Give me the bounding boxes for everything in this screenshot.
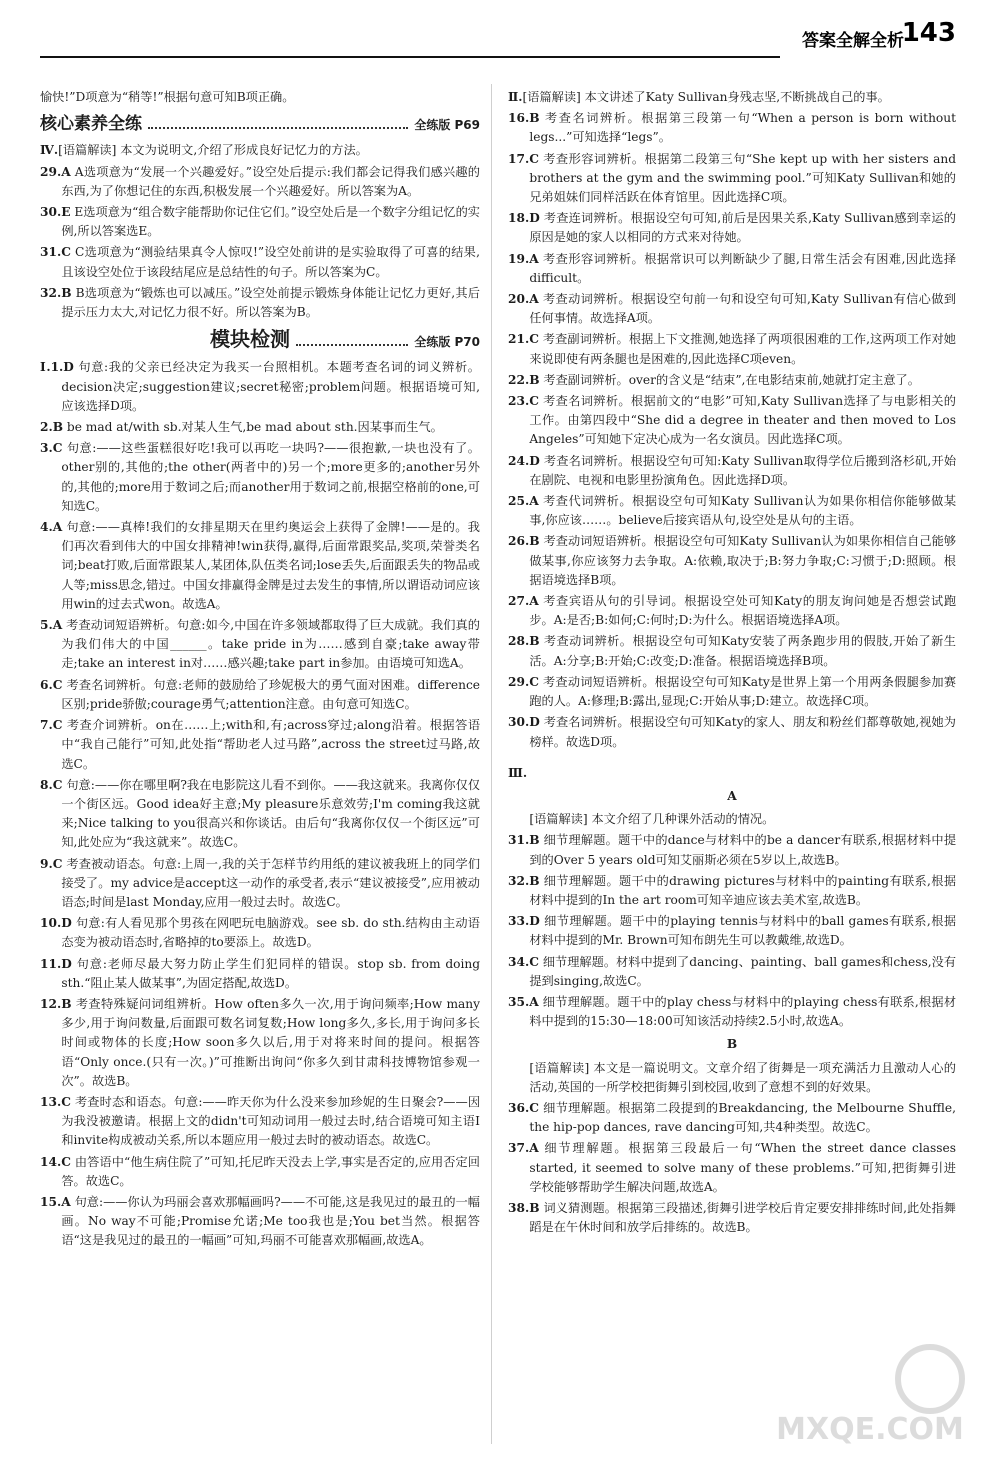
answer-text: [语篇解读] 本文介绍了几种课外活动的情况。 — [529, 812, 775, 827]
answer-number: 9.C — [40, 856, 63, 871]
answer-number: 13.C — [40, 1094, 71, 1109]
answer-text: 考查动词辨析。根据设空句前一句和设空句可知,Katy Sullivan有信心做到任何事情。故选择A项。 — [529, 292, 957, 326]
answer-text: 细节理解题。材料中提到了dancing、painting、ball games和chess,没有提到singing,故选C。 — [529, 954, 957, 988]
answer-number: 17.C — [508, 151, 539, 166]
left-column — [40, 88, 480, 1253]
answer-item — [40, 284, 480, 322]
answer-number: 29.C — [508, 674, 539, 689]
answer-text: 细节理解题。题干中的play chess与材料中的playing chess有联系,根据材料中提到的15:30—18:00可知该活动持续2.5小时,故选A。 — [529, 994, 957, 1029]
answer-number: 11.D — [40, 956, 72, 971]
answer-text: 句意:——真棒!我们的女排星期天在里约奥运会上获得了金牌!——是的。我们再次看到伟大的中国女排精神!win获得,赢得,后面常跟奖品,奖项,荣誉类名词;beat打败,后面常跟某人,某团体,队伍类名词;lose丢失,后面跟丢失的物品或人等;miss思念,错过。中国女排赢得金牌是过去发生的事情,所以谓语动词应该用win的过去式won。故选A。 — [61, 520, 480, 611]
answer-text: 考查宾语从句的引导词。根据设空处可知Katy的朋友询问她是否想尝试跑步。A:是否;B:如何;C:何时;D:为什么。根据语境选择A项。 — [529, 594, 957, 628]
page-header — [0, 0, 1000, 80]
part-number: Ⅱ. — [508, 90, 523, 104]
answer-number: 24.D — [508, 453, 540, 468]
section-title: 模块检测 — [210, 327, 290, 352]
answer-number: 23.C — [508, 394, 539, 409]
answer-item — [508, 209, 956, 247]
answer-number: 10.D — [40, 916, 72, 931]
answer-number: 3.C — [40, 441, 63, 456]
answer-text: 句意:——这些蛋糕很好吃!我可以再吃一块吗?——很抱歉,一块也没有了。other别的,其他的;the other(两者中的)另一个;more更多的;another另外的,其他的;more用于数词之后;而another用于数词之前,根据空格前的one,可知选C。 — [61, 441, 480, 513]
answer-item — [40, 203, 480, 241]
answer-text: 考查连词辨析。根据设空句可知,前后是因果关系,Katy Sullivan感到幸运的原因是她的家人以相同的方式来对待她。 — [529, 211, 956, 245]
answer-number: 38.B — [508, 1200, 540, 1215]
answer-number: 29.A — [40, 164, 71, 179]
answer-text: 考查代词辨析。根据设空句可知Katy Sullivan认为如果你相信你能够做某事,你应该……。believe后接宾语从句,设空处是从句的主语。 — [529, 494, 957, 528]
answer-item — [40, 955, 480, 993]
answer-number: 35.A — [508, 994, 539, 1009]
answer-number: 30.D — [508, 715, 540, 730]
answer-number: 25.A — [508, 494, 539, 509]
answer-item — [508, 532, 956, 590]
answer-item — [508, 250, 956, 288]
answer-number: 37.A — [508, 1141, 539, 1156]
right-column — [508, 88, 956, 1239]
answer-number: 18.D — [508, 211, 540, 226]
page-number: 143 — [901, 18, 956, 48]
answer-item — [508, 810, 956, 829]
answer-text: 细节理解题。根据第二段提到的Breakdancing, the Melbourne Shuffle, the hip-pop dances, rave dancing可知,共4种类型。故选C。 — [529, 1100, 956, 1135]
answer-text: 句意:——你在哪里啊?我在电影院这儿看不到你。——我这就来。我离你仅仅一个街区远。Good idea好主意;My pleasure乐意效劳;I'm coming我这就来;Nice talking to you很高兴和你谈话。由后句“我离你仅仅一个街区远”可知,此处应为“我这就来”。故选C。 — [61, 777, 481, 850]
answer-item — [40, 914, 480, 952]
answer-number: 20.A — [508, 292, 539, 307]
answer-item — [40, 616, 480, 674]
answer-item — [40, 776, 480, 853]
answer-text: 细节理解题。题干中的dance与材料中的be a dancer有联系,根据材料中提到的Over 5 years old可知艾丽斯必须在5岁以上,故选B。 — [529, 833, 957, 867]
answer-number: 2.B — [40, 420, 64, 435]
answer-text: 考查特殊疑问词组辨析。How often多久一次,用于询问频率;How many多少,用于询问数量,后面跟可数名词复数;How long多久,多长,用于询问多长时间或物体的长度;How soon多久以后,用于对将来时间的提问。根据答语“Only once.(只有一次。)”可推断出询问“你多久到甘肃科技博物馆参观一次”。故选B。 — [61, 996, 481, 1088]
answer-item — [508, 290, 956, 328]
answer-number: 16.B — [508, 111, 540, 126]
section-heading-module — [40, 327, 480, 352]
answer-text: [语篇解读] 本文为说明文,介绍了形成良好记忆力的方法。 — [58, 143, 368, 158]
answer-number: 32.B — [508, 873, 540, 888]
answer-number: 12.B — [40, 996, 72, 1011]
answer-item — [508, 1139, 956, 1197]
answer-number: 27.A — [508, 594, 539, 609]
answer-number: 7.C — [40, 718, 63, 733]
answer-item — [508, 452, 956, 490]
answer-number: 32.B — [40, 285, 72, 300]
column-divider — [491, 84, 492, 1444]
answer-text: 考查时态和语态。句意:——昨天你为什么没来参加珍妮的生日聚会?——因为我没被邀请。根据上文的didn't可知动词用一般过去时,结合语境可知主语I和invite构成被动关系,所以本题应用一般过去时的被动语态。故选C。 — [61, 1094, 481, 1148]
answer-number: 6.C — [40, 677, 63, 692]
answer-item — [40, 716, 480, 774]
answer-number: 34.C — [508, 954, 539, 969]
answer-text: 句意:有人看见那个男孩在网吧玩电脑游戏。see sb. do sth.结构由主动语态变为被动语态时,省略掉的to要添上。故选D。 — [61, 916, 480, 950]
answer-number: 5.A — [40, 618, 63, 633]
answer-item — [508, 330, 956, 368]
answer-text: 考查被动语态。句意:上周一,我的关于怎样节约用纸的建议被我班上的同学们接受了。my advice是accept这一动作的承受者,表示“建议被接受”,应用被动语态;时间是last Monday,应用一般过去时。故选C。 — [61, 856, 481, 909]
answer-item — [40, 1153, 480, 1191]
answer-item — [508, 1099, 956, 1137]
header-rule — [40, 56, 780, 58]
answer-text: 考查介词辨析。on在……上;with和,有;across穿过;along沿着。根据答语中“我自己能行”可知,此处指“帮助老人过马路”,across the street过马路,故选C。 — [61, 718, 481, 771]
passage-b-label: B — [726, 1037, 738, 1052]
passage-a-label: A — [727, 788, 737, 803]
answer-text: be mad at/with sb.对某人生气,be mad about sth.因某事而生气。 — [66, 420, 443, 435]
answer-text: 细节理解题。根据第三段最后一句“When the street dance classes started, it seemed to solve many of these problems.”可知,把街舞引进学校能够帮助学生解决问题,故选A。 — [529, 1141, 956, 1194]
answer-text: 句意:老师尽最大努力防止学生们犯同样的错误。stop sb. from doing sth.“阻止某人做某事”,为固定搭配,故选D。 — [61, 956, 481, 990]
part-three-label: Ⅲ. — [508, 765, 528, 780]
answer-text: A选项意为“发展一个兴趣爱好。”设空处后提示:我们都会记得我们感兴趣的东西,为了你想记住的东西,积极发展一个兴趣爱好。所以答案为A。 — [61, 164, 480, 198]
watermark-logo — [760, 1339, 980, 1449]
answer-text: B选项意为“锻炼也可以减压。”设空处前提示锻炼身体能让记忆力更好,其后提示压力太大,对记忆力很不好。所以答案为B。 — [61, 285, 480, 320]
answer-number: 22.B — [508, 372, 540, 387]
answer-item — [508, 392, 956, 450]
answer-item — [508, 993, 956, 1031]
answer-item — [40, 358, 480, 416]
answer-item — [40, 243, 480, 281]
answer-text: 考查动词辨析。根据设空句可知Katy安装了两条跑步用的假肢,开始了新生活。A:分享;B:开始;C:改变;D:准备。根据语境选择B项。 — [529, 634, 956, 668]
answer-text: 考查形容词辨析。根据常识可以判断缺少了腿,日常生活会有困难,因此选择difficult。 — [529, 251, 957, 285]
answer-number: 36.C — [508, 1100, 539, 1115]
part-two-answers — [508, 88, 956, 752]
answer-text: 考查副词辨析。over的含义是“结束”,在电影结束前,她就打定主意了。 — [543, 372, 920, 387]
passage-a-answers — [508, 810, 956, 1031]
answer-item — [508, 492, 956, 530]
answer-text: 考查副词辨析。根据上下文推测,她选择了两项很困难的工作,这两项工作对她来说即使有两条腿也是困难的,因此选择C项even。 — [529, 332, 956, 366]
answer-number: 33.D — [508, 914, 540, 929]
answer-number: Ⅰ.1.D — [40, 360, 74, 375]
answer-item — [40, 855, 480, 913]
part-number: Ⅳ. — [40, 143, 59, 158]
answer-item — [508, 150, 956, 208]
answer-text: 词义猜测题。根据第三段描述,街舞引进学校后肯定要安排排练时间,此处指舞蹈是在午休时间和放学后排练的。故选B。 — [529, 1200, 956, 1235]
answer-item — [508, 371, 956, 390]
answer-item — [508, 1059, 956, 1097]
answer-item — [508, 592, 956, 630]
answer-item — [508, 632, 956, 670]
answer-item — [508, 912, 956, 950]
answer-item — [508, 1199, 956, 1237]
section-edition: 全练版 P69 — [414, 118, 480, 133]
answer-item — [40, 995, 480, 1091]
answer-number: 31.C — [40, 245, 71, 260]
answer-item — [40, 163, 480, 201]
svg-text:MXQE.COM: MXQE.COM — [776, 1412, 964, 1447]
answer-text: 由答语中“他生病住院了”可知,托尼昨天没去上学,事实是否定的,应用否定回答。故选C。 — [61, 1154, 480, 1188]
answer-number: 30.E — [40, 205, 71, 220]
answer-text: 细节理解题。题干中的drawing pictures与材料中的painting有联系,根据材料中提到的In the art room可知辛迪应该去美术室,故选B。 — [529, 873, 957, 907]
answer-text: E选项意为“组合数字能帮助你记住它们。”设空处后是一个数字分组记忆的实例,所以答案选E。 — [61, 205, 480, 239]
answer-item — [40, 439, 480, 516]
answer-number: 26.B — [508, 534, 540, 549]
answer-item — [508, 673, 956, 711]
answer-text: [语篇解读] 本文是一篇说明文。文章介绍了街舞是一项充满活力且激动人心的活动,英国的一所学校把街舞引到校园,收到了意想不到的好效果。 — [529, 1060, 956, 1094]
answer-item — [508, 831, 956, 869]
section-title: 核心素养全练 — [40, 114, 142, 135]
answer-item — [508, 953, 956, 991]
answer-number: 28.B — [508, 634, 540, 649]
answer-text: 考查名词辨析。根据第三段第一句“When a person is born without legs...”可知选择“legs”。 — [529, 111, 956, 145]
answer-text: C选项意为“测验结果真令人惊叹!”设空处前讲的是实验取得了可喜的结果,且该设空处位于该段结尾应是总结性的句子。所以答案为C。 — [61, 245, 480, 279]
answer-text: 句意:我的父亲已经决定为我买一台照相机。本题考查名词的词义辨析。decision决定;suggestion建议;secret秘密;problem问题。根据语境可知,应该选择D项。 — [61, 360, 480, 413]
dotted-leader — [296, 332, 408, 346]
answer-item — [508, 109, 956, 147]
answer-text: 考查动词短语辨析。句意:如今,中国在许多领域都取得了巨大成就。我们真的为我们伟大的中国______。take pride in为……感到自豪;take away带走;take an interest in对……感兴趣;take part in参加。由语境可知选A。 — [61, 618, 480, 671]
answer-number: 14.C — [40, 1154, 71, 1169]
answer-text: 考查动词短语辨析。根据设空句可知Katy Sullivan认为如果你相信自己能够做某事,你应该努力去争取。A:依赖,取决于;B:努力争取;C:习惯于;D:照顾。根据语境选择B项。 — [529, 534, 957, 587]
answer-number: 21.C — [508, 332, 539, 347]
answer-text: 考查名词辨析。根据设空句可知Katy的家人、朋友和粉丝们都尊敬她,视她为榜样。故选D项。 — [529, 715, 956, 749]
passage-b-answers — [508, 1059, 956, 1238]
continued-line: 愉快!”D项意为“稍等!”根据句意可知B项正确。 — [40, 90, 295, 104]
answer-number: 8.C — [40, 777, 63, 792]
section-edition: 全练版 P70 — [414, 335, 480, 350]
answer-number: 19.A — [508, 251, 539, 266]
answer-text: 考查形容词辨析。根据第二段第三句“She kept up with her sisters and brothers at the gym and the swimming pool.”可知Katy Sullivan和她的兄弟姐妹们同样活跃在体育馆里。因此选择C项。 — [529, 151, 957, 205]
section-heading-core — [40, 115, 480, 135]
answer-text: 考查动词短语辨析。根据设空句可知Katy是世界上第一个用两条假腿参加赛跑的人。A:修理;B:露出,显现;C:开始从事;D:建立。故选择C项。 — [529, 674, 957, 709]
dotted-leader — [148, 115, 408, 129]
answer-item — [40, 141, 480, 160]
answer-item — [508, 88, 956, 107]
section-module-answers — [40, 358, 480, 1250]
answer-number: 15.A — [40, 1194, 71, 1209]
answer-text: 考查名词辨析。句意:老师的鼓励给了珍妮极大的勇气面对困难。difference区别;pride骄傲;courage勇气;attention注意。由句意可知选C。 — [61, 677, 481, 711]
answer-text: 句意:——你认为玛丽会喜欢那幅画吗?——不可能,这是我见过的最丑的一幅画。No way不可能;Promise允诺;Me too我也是;You bet当然。根据答语“这是我见过的最丑的一幅画”可知,玛丽不可能喜欢那幅画,故选A。 — [61, 1194, 480, 1248]
answer-item — [40, 676, 480, 714]
section-core-answers — [40, 141, 480, 322]
answer-item — [40, 418, 480, 437]
answer-item — [508, 713, 956, 751]
answer-item — [508, 872, 956, 910]
answer-text: 考查名词辨析。根据前文的“电影”可知,Katy Sullivan选择了与电影相关的工作。由第四段中“She did a degree in theater and then moved to Los Angeles”可知她下定决心成为一名女演员。因此选择C项。 — [529, 394, 956, 447]
answer-text: [语篇解读] 本文讲述了Katy Sullivan身残志坚,不断挑战自己的事。 — [522, 90, 890, 104]
answer-text: 考查名词辨析。根据设空句可知:Katy Sullivan取得学位后搬到洛杉矶,开始在剧院、电视和电影里扮演角色。因此选择D项。 — [529, 453, 957, 487]
answer-item — [40, 518, 480, 614]
answer-item — [40, 1193, 480, 1251]
answer-number: 4.A — [40, 520, 63, 535]
answer-number: 31.B — [508, 833, 540, 848]
answer-item — [40, 1093, 480, 1151]
header-title: 答案全解全析 — [802, 31, 904, 51]
answer-text: 细节理解题。题干中的playing tennis与材料中的ball games有联系,根据材料中提到的Mr. Brown可知布朗先生可以教戴维,故选D。 — [529, 914, 957, 948]
